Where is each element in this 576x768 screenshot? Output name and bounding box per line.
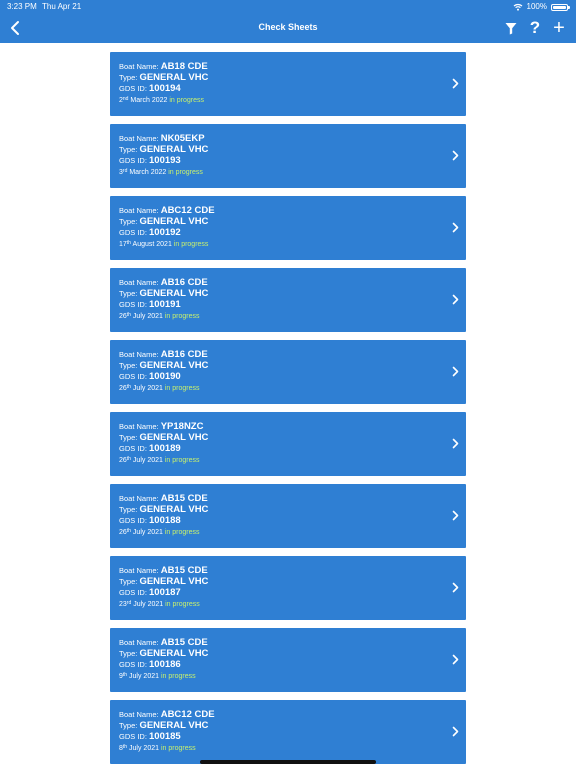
type-row [119, 360, 466, 371]
gds-id-row [119, 299, 466, 310]
type-value: GENERAL VHC [139, 648, 209, 660]
gds-id-value: 100192 [149, 227, 181, 239]
type-row [119, 72, 466, 83]
check-sheet-card[interactable] [110, 700, 466, 764]
gds-id-row [119, 443, 466, 454]
type-row [119, 144, 466, 155]
gds-id-value: 100193 [149, 155, 181, 167]
date-day: 26 [119, 456, 127, 464]
type-row [119, 576, 466, 587]
type-value: GENERAL VHC [139, 288, 209, 300]
type-value: GENERAL VHC [139, 504, 209, 516]
type-value: GENERAL VHC [139, 216, 209, 228]
boat-name-label: Boat Name: [119, 422, 159, 431]
boat-name-label: Boat Name: [119, 710, 159, 719]
filter-button[interactable] [504, 19, 518, 37]
date-row [119, 455, 466, 466]
date-month-year: July 2021 [132, 384, 163, 392]
date-row [119, 311, 466, 322]
boat-name-row [119, 709, 466, 720]
boat-name-value: NK05EKP [160, 133, 205, 144]
check-sheet-card[interactable] [110, 124, 466, 188]
type-row [119, 432, 466, 443]
boat-name-value: AB18 CDE [160, 61, 208, 72]
gds-id-row [119, 371, 466, 382]
status-right [513, 0, 568, 14]
add-button[interactable] [552, 19, 566, 37]
status-text: in progress [168, 168, 203, 176]
type-label: Type: [119, 145, 138, 155]
gds-id-value: 100185 [149, 731, 181, 743]
battery-percent: 100% [526, 2, 547, 11]
status-text: in progress [164, 384, 200, 392]
type-label: Type: [119, 289, 138, 299]
date-suffix: th [126, 383, 131, 390]
type-label: Type: [119, 649, 138, 659]
chevron-right-icon [452, 654, 459, 665]
help-button[interactable] [528, 19, 542, 37]
status-text: in progress [164, 528, 200, 536]
boat-name-value: AB16 CDE [160, 277, 208, 288]
top-bar [0, 0, 576, 43]
boat-name-label: Boat Name: [119, 62, 159, 71]
date-day: 26 [119, 312, 127, 320]
date-suffix: rd [126, 599, 132, 606]
boat-name-label: Boat Name: [119, 134, 159, 143]
status-date: Thu Apr 21 [42, 2, 82, 11]
type-value: GENERAL VHC [139, 144, 209, 156]
chevron-right-icon [452, 78, 459, 89]
check-sheet-card[interactable] [110, 412, 466, 476]
boat-name-value: AB15 CDE [160, 493, 208, 504]
gds-id-value: 100189 [149, 443, 181, 455]
check-sheet-card[interactable] [110, 52, 466, 116]
date-suffix: th [122, 671, 128, 678]
gds-id-row [119, 659, 466, 670]
type-value: GENERAL VHC [139, 360, 209, 372]
date-suffix: th [126, 311, 131, 318]
date-row [119, 743, 466, 754]
gds-id-row [119, 155, 466, 166]
gds-id-value: 100191 [149, 299, 181, 311]
type-label: Type: [119, 73, 138, 83]
boat-name-row [119, 421, 466, 432]
date-row [119, 167, 466, 178]
type-row [119, 288, 466, 299]
date-day: 17 [119, 240, 127, 248]
gds-id-label: GDS ID: [119, 588, 147, 598]
filter-icon [505, 22, 517, 35]
status-text: in progress [164, 456, 200, 464]
boat-name-value: AB15 CDE [160, 637, 208, 648]
date-day: 8 [119, 744, 123, 752]
date-suffix: th [126, 239, 131, 246]
nav-bar [0, 14, 576, 43]
boat-name-value: AB15 CDE [160, 565, 208, 576]
status-text: in progress [169, 96, 204, 104]
chevron-right-icon [452, 150, 459, 161]
date-row [119, 671, 466, 682]
add-icon: + [553, 17, 565, 39]
type-label: Type: [119, 361, 138, 371]
home-indicator[interactable] [200, 760, 376, 764]
gds-id-label: GDS ID: [119, 372, 147, 382]
date-month-year: March 2022 [129, 168, 167, 176]
boat-name-row [119, 277, 466, 288]
type-value: GENERAL VHC [139, 72, 209, 84]
boat-name-label: Boat Name: [119, 206, 159, 215]
type-value: GENERAL VHC [139, 720, 209, 732]
boat-name-row [119, 349, 466, 360]
date-month-year: March 2022 [130, 96, 168, 104]
type-value: GENERAL VHC [139, 432, 209, 444]
gds-id-label: GDS ID: [119, 300, 147, 310]
boat-name-row [119, 61, 466, 72]
page-title: Check Sheets [258, 22, 318, 32]
boat-name-row [119, 205, 466, 216]
date-day: 23 [119, 600, 127, 608]
status-text: in progress [165, 600, 200, 608]
boat-name-label: Boat Name: [119, 278, 159, 287]
status-bar [0, 0, 576, 14]
gds-id-label: GDS ID: [119, 660, 147, 670]
date-month-year: August 2021 [132, 240, 172, 248]
type-row [119, 216, 466, 227]
gds-id-value: 100190 [149, 371, 181, 383]
date-suffix: nd [122, 95, 129, 102]
gds-id-value: 100187 [149, 587, 181, 599]
date-row [119, 527, 466, 538]
chevron-right-icon [452, 510, 459, 521]
gds-id-row [119, 731, 466, 742]
header-actions [504, 19, 566, 37]
boat-name-label: Boat Name: [119, 494, 159, 503]
boat-name-row [119, 565, 466, 576]
date-day: 26 [119, 384, 127, 392]
boat-name-label: Boat Name: [119, 566, 159, 575]
wifi-icon [513, 3, 523, 11]
status-time: 3:23 PM [7, 2, 37, 11]
boat-name-label: Boat Name: [119, 350, 159, 359]
gds-id-row [119, 587, 466, 598]
date-day: 9 [119, 672, 123, 680]
boat-name-row [119, 493, 466, 504]
date-row [119, 599, 466, 610]
status-text: in progress [160, 672, 196, 680]
gds-id-value: 100188 [149, 515, 181, 527]
check-sheet-card[interactable] [110, 628, 466, 692]
check-sheet-card[interactable] [110, 484, 466, 548]
date-month-year: July 2021 [132, 456, 163, 464]
gds-id-row [119, 83, 466, 94]
type-label: Type: [119, 721, 138, 731]
check-sheet-card[interactable] [110, 556, 466, 620]
boat-name-value: AB16 CDE [160, 349, 208, 360]
date-suffix: th [126, 527, 131, 534]
date-month-year: July 2021 [129, 744, 159, 752]
check-sheet-card[interactable] [110, 340, 466, 404]
date-row [119, 95, 466, 106]
chevron-right-icon [452, 582, 459, 593]
boat-name-row [119, 133, 466, 144]
gds-id-label: GDS ID: [119, 516, 147, 526]
type-label: Type: [119, 217, 138, 227]
check-sheet-card[interactable] [110, 196, 466, 260]
date-suffix: rd [122, 167, 128, 174]
date-suffix: th [122, 743, 128, 750]
chevron-right-icon [452, 438, 459, 449]
boat-name-value: YP18NZC [160, 421, 204, 432]
type-row [119, 720, 466, 731]
status-text: in progress [160, 744, 196, 752]
gds-id-value: 100194 [149, 83, 181, 95]
boat-name-value: ABC12 CDE [160, 205, 215, 216]
date-month-year: July 2021 [133, 600, 164, 608]
gds-id-label: GDS ID: [119, 84, 147, 94]
type-label: Type: [119, 577, 138, 587]
gds-id-row [119, 515, 466, 526]
gds-id-value: 100186 [149, 659, 181, 671]
date-day: 3 [119, 168, 123, 176]
date-row [119, 239, 466, 250]
chevron-right-icon [452, 366, 459, 377]
gds-id-label: GDS ID: [119, 444, 147, 454]
date-suffix: th [126, 455, 131, 462]
gds-id-label: GDS ID: [119, 228, 147, 238]
check-sheet-list [110, 52, 466, 768]
boat-name-label: Boat Name: [119, 638, 159, 647]
date-row [119, 383, 466, 394]
date-day: 2 [119, 96, 123, 104]
date-month-year: July 2021 [129, 672, 159, 680]
type-label: Type: [119, 433, 138, 443]
battery-icon [551, 4, 568, 11]
status-text: in progress [164, 312, 200, 320]
chevron-right-icon [452, 294, 459, 305]
gds-id-label: GDS ID: [119, 156, 147, 166]
type-row [119, 504, 466, 515]
chevron-right-icon [452, 726, 459, 737]
help-icon: ? [529, 18, 541, 37]
status-text: in progress [173, 240, 209, 248]
gds-id-label: GDS ID: [119, 732, 147, 742]
gds-id-row [119, 227, 466, 238]
date-day: 26 [119, 528, 127, 536]
boat-name-value: ABC12 CDE [160, 709, 215, 720]
type-value: GENERAL VHC [139, 576, 209, 588]
boat-name-row [119, 637, 466, 648]
date-month-year: July 2021 [132, 312, 163, 320]
type-row [119, 648, 466, 659]
type-label: Type: [119, 505, 138, 515]
check-sheet-card[interactable] [110, 268, 466, 332]
date-month-year: July 2021 [132, 528, 163, 536]
chevron-right-icon [452, 222, 459, 233]
